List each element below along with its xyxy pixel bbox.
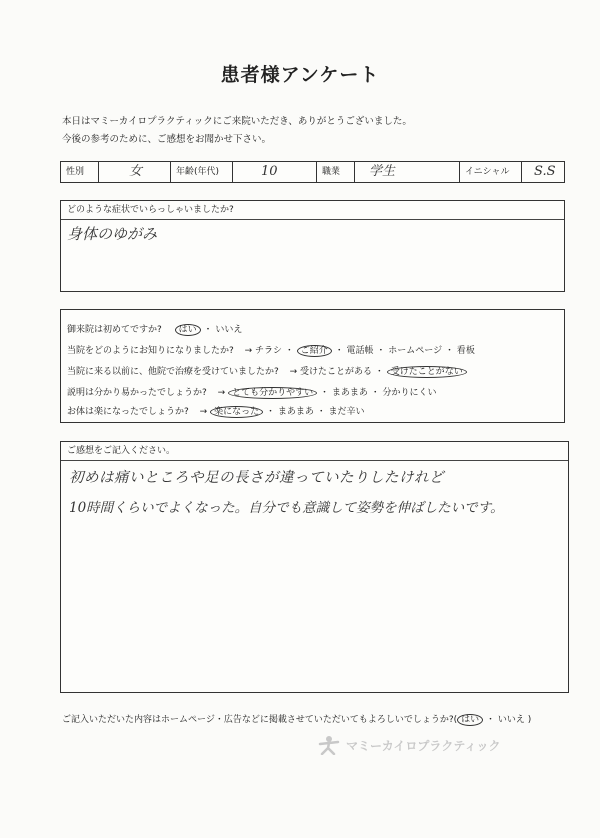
- consent-answer-circled: はい: [457, 714, 483, 726]
- q2-answer-circled: ご紹介: [297, 345, 332, 357]
- q4-answer-circled: とても分かりやすい: [228, 387, 317, 399]
- comment-line-2: 10時間くらいでよくなった。自分でも意識して姿勢を伸ばしたいです。: [69, 500, 504, 516]
- gender-value: 女: [99, 162, 171, 182]
- job-label: 職業: [317, 162, 355, 182]
- consent-question: ご記入いただいた内容はホームページ・広告などに掲載させていただいてもよろしいでしょうか?( はい ・ いいえ ): [62, 715, 532, 725]
- survey-q5: お体は楽になったでしょうか? → 楽になった ・ まあまあ ・ まだ辛い: [67, 407, 365, 417]
- initial-value: S.S: [534, 164, 556, 179]
- survey-box: [60, 309, 565, 423]
- survey-q3: 当院に来る以前に、他院で治療を受けていましたか? → 受けたことがある ・ 受けたことがない: [67, 364, 467, 377]
- chiropractic-figure-icon: [318, 735, 340, 755]
- survey-q4: 説明は分かり易かったでしょうか? → とても分かりやすい ・ まあまあ ・ 分かりにくい: [67, 388, 437, 398]
- age-value: 10: [233, 162, 317, 182]
- survey-q2: 当院をどのようにお知りになりましたか? → チラシ ・ ご紹介 ・ 電話帳 ・ ホームページ ・ 看板: [67, 346, 475, 356]
- intro-line-1: 本日はマミーカイロプラクティックにご来院いただき、ありがとうございました。: [62, 116, 412, 127]
- survey-q1: 御来院は初めてですか? はい ・ いいえ: [67, 325, 243, 335]
- comments-box: [60, 441, 569, 693]
- symptoms-box: [60, 200, 565, 292]
- clinic-logo: [318, 735, 500, 755]
- page-title: 患者様アンケート: [220, 64, 380, 86]
- job-value: 学生: [355, 162, 460, 182]
- gender-label: 性別: [61, 162, 99, 182]
- comments-header: ご感想をご記入ください。: [61, 442, 568, 461]
- age-label: 年齢(年代): [171, 162, 233, 182]
- initial-label: イニシャル: [460, 162, 522, 182]
- logo-text: マミーカイロプラクティック: [346, 738, 501, 753]
- comment-line-1: 初めは痛いところや足の長さが違っていたりしたけれど: [69, 470, 444, 486]
- symptoms-question: どのような症状でいらっしゃいましたか?: [61, 201, 564, 220]
- q1-answer-circled: はい: [175, 324, 201, 336]
- q3-answer-circled: 受けたことがない: [387, 366, 467, 378]
- profile-row: [60, 161, 565, 183]
- symptoms-answer: 身体のゆがみ: [67, 225, 158, 243]
- q5-answer-circled: 楽になった: [210, 406, 263, 418]
- intro-line-2: 今後の参考のために、ご感想をお聞かせ下さい。: [62, 134, 272, 145]
